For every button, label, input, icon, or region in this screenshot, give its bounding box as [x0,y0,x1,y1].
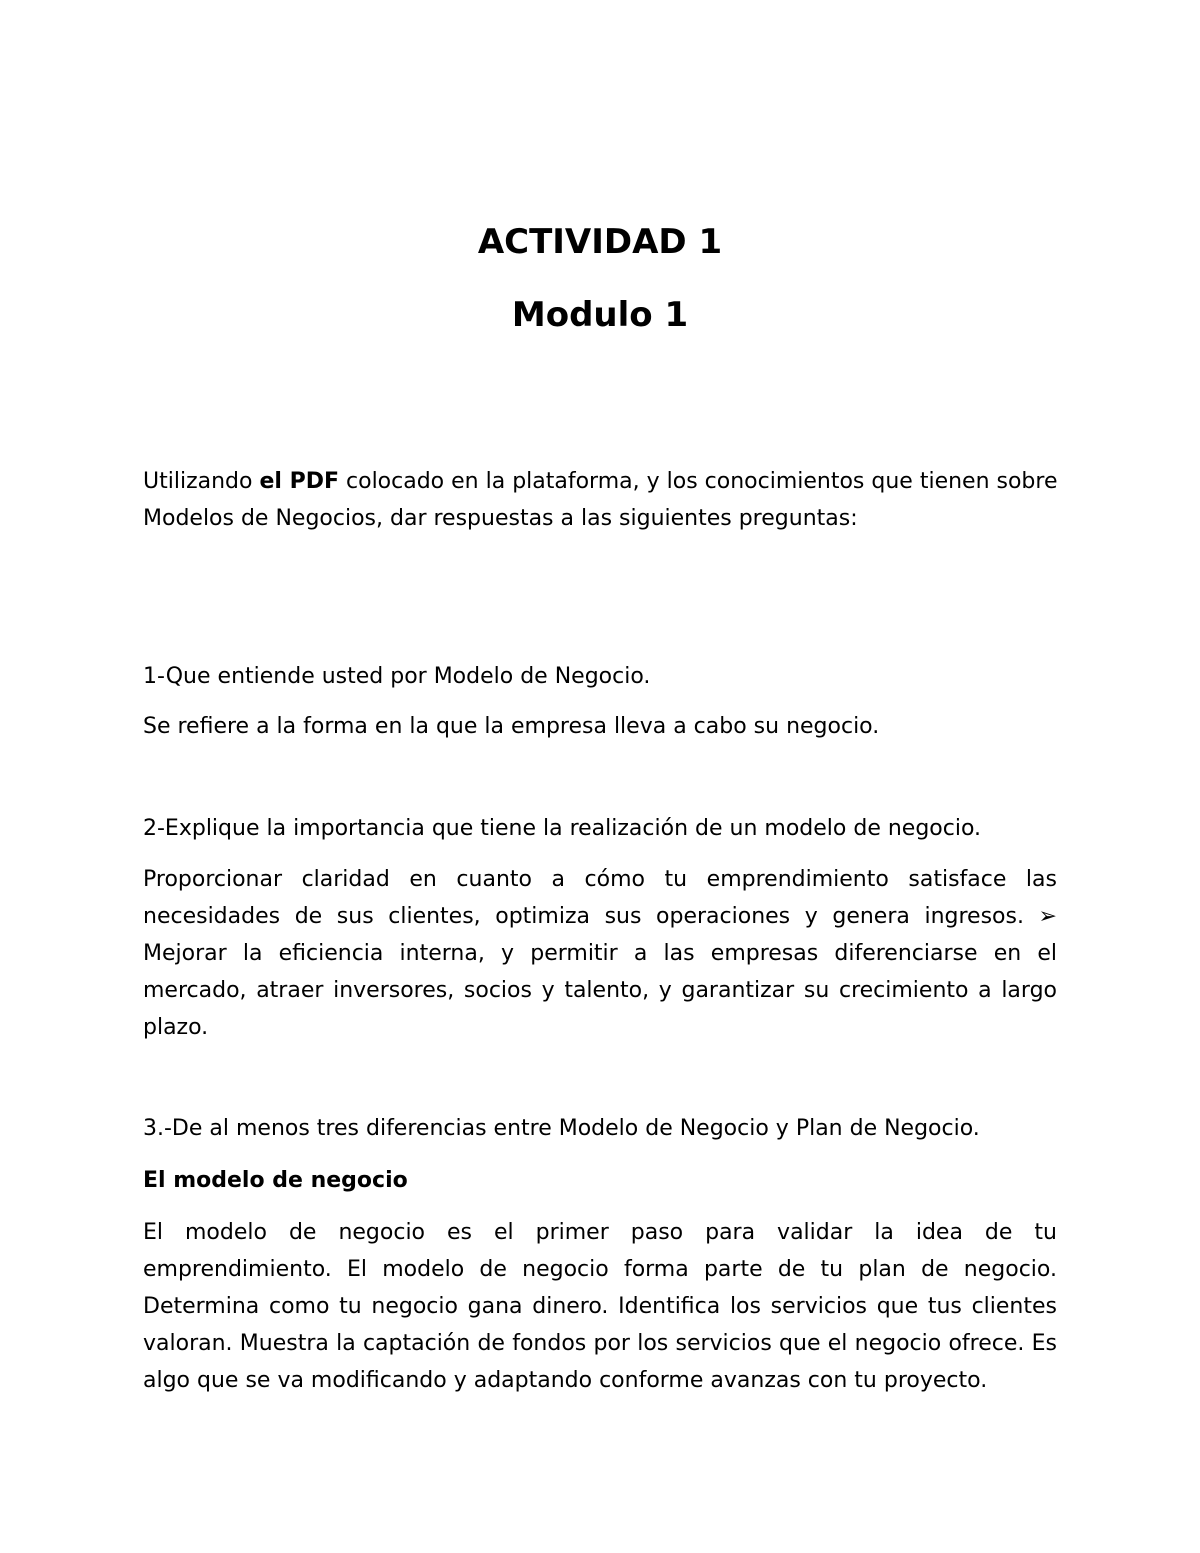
intro-bold-text: el PDF [259,469,340,494]
intro-line-1 [143,463,1057,500]
document-title: ACTIVIDAD 1 [477,222,723,262]
document-subtitle: Modulo 1 [511,295,689,335]
section-heading: El modelo de negocio [143,1168,408,1193]
question-2: 2-Explique la importancia que tiene la realización de un modelo de negocio. [143,816,982,841]
question-3: 3.-De al menos tres diferencias entre Modelo de Negocio y Plan de Negocio. [143,1116,980,1141]
intro-text-start: Utilizando [143,469,260,494]
question-1: 1-Que entiende usted por Modelo de Negocio. [143,664,651,689]
answer-1: Se refiere a la forma en la que la empresa lleva a cabo su negocio. [143,714,880,739]
intro-text-end: colocado en la plataforma, y los conocimientos que tienen sobre [339,469,1058,494]
answer-3: El modelo de negocio es el primer paso para validar la idea de tu emprendimiento. El modelo de negocio forma parte de tu plan de negocio. Determina como tu negocio gana dinero. Identifica los servicios que tus clientes valoran. Muestra la captación de fondos por los servicios que el negocio ofrece. Es algo que se va modificando y adaptando conforme avanzas con tu proyecto. [143,1220,1057,1393]
intro-line-2: Modelos de Negocios, dar respuestas a las siguientes preguntas: [143,506,858,531]
answer-2: Proporcionar claridad en cuanto a cómo tu emprendimiento satisface las necesidades de sus clientes, optimiza sus operaciones y genera ingresos. ➢ Mejorar la eficiencia interna, y permitir a las empresas diferenciarse en el mercado, atraer inversores, socios y talento, y garantizar su crecimiento a largo plazo. [143,867,1057,1040]
